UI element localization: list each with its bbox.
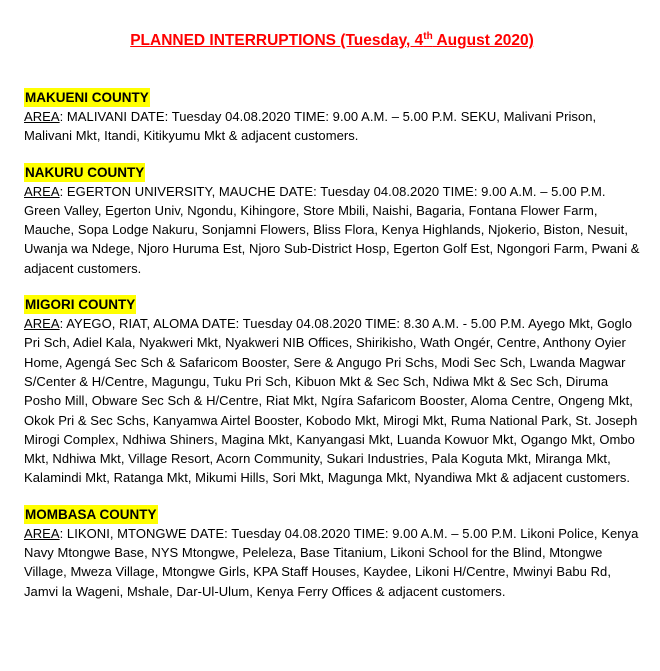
title-ordinal: th xyxy=(423,30,433,42)
county-section-mombasa xyxy=(24,505,640,601)
county-section-makueni xyxy=(24,88,640,146)
area-label: AREA xyxy=(24,316,60,332)
county-heading: NAKURU COUNTY xyxy=(25,164,145,180)
county-area-details xyxy=(24,107,640,146)
county-section-migori xyxy=(24,295,640,488)
area-text: : EGERTON UNIVERSITY, MAUCHE DATE: Tuesday 04.08.2020 TIME: 9.00 A.M. – 5.00 P.M. Green Valley, Egerton Univ, Ngondu, Kihingore, Store Mbili, Naishi, Bagaria, Fontana Flower Farm, Mauche, Sopa Lodge Nakuru, Sonjamni Flowers, Bliss Flora, Kenya Highlands, Njokerio, Biston, Nesuit, Uwanja wa Ndege, Njoro Huruma Est, Njoro Sub-District Hosp, Egerton Golf Est, Ngongori Farm, Pwani & adjacent customers. xyxy=(24,183,640,276)
area-text: : AYEGO, RIAT, ALOMA DATE: Tuesday 04.08.2020 TIME: 8.30 A.M. - 5.00 P.M. Ayego Mkt, Goglo Pri Sch, Adiel Kala, Nyakweri Mkt, Nyakweri NIB Offices, Shirikisho, Wath Ongér, Centre, Anthony Oyier Home, Agengá Sec Sch & Safaricom Booster, Sere & Angugo Pri Schs, Modi Sec Sch, Lwanda Magwar S/Center & H/Centre, Magungu, Tuku Pri Sch, Kibuon Mkt & Sec Sch, Ndiwa Mkt & Sec Sch, Diruma Posho Mill, Obware Sec Sch & H/Centre, Riat Mkt, Ngíra Safaricom Booster, Aloma Centre, Ongeng Mkt, Okok Pri & Sec Schs, Kanyamwa Airtel Booster, Kobodo Mkt, Mirogi Mkt, Ruma National Park, St. Joseph Mirogi Complex, Ndhiwa Shiners, Magina Mkt, Kanyangasi Mkt, Luanda Kowuor Mkt, Ogango Mkt, Ombo Mkt, Ndhiwa Mkt, Village Resort, Acorn Community, Sukari Industries, Pala Koguta Mkt, Miranga Mkt, Kalamindi Mkt, Ratanga Mkt, Mikumi Hills, Sori Mkt, Magunga Mkt, Nyandiwa Mkt & adjacent customers. xyxy=(24,316,638,486)
area-label: AREA xyxy=(24,183,60,199)
title-prefix: PLANNED INTERRUPTIONS (Tuesday, 4 xyxy=(130,32,424,49)
area-text: : LIKONI, MTONGWE DATE: Tuesday 04.08.2020 TIME: 9.00 A.M. – 5.00 P.M. Likoni Police, Kenya Navy Mtongwe Base, NYS Mtongwe, Peleleza, Base Titanium, Likoni School for the Blind, Mtongwe Village, Mweza Village, Mtongwe Girls, KPA Staff Houses, Kaydee, Likoni H/Centre, Mwinyi Babu Rd, Jamvi la Wageni, Mshale, Dar-Ul-Ulum, Kenya Ferry Offices & adjacent customers. xyxy=(24,525,639,599)
county-area-details xyxy=(24,524,640,601)
county-section-nakuru xyxy=(24,163,640,278)
county-heading: MIGORI COUNTY xyxy=(25,297,136,313)
title-suffix: August 2020) xyxy=(432,32,534,49)
county-area-details xyxy=(24,182,640,278)
county-heading: MAKUENI COUNTY xyxy=(25,90,149,105)
page-title xyxy=(24,30,640,52)
county-area-details xyxy=(24,314,640,488)
county-heading: MOMBASA COUNTY xyxy=(25,506,157,522)
area-label: AREA xyxy=(24,109,60,124)
area-label: AREA xyxy=(24,525,60,541)
area-text: : MALIVANI DATE: Tuesday 04.08.2020 TIME: 9.00 A.M. – 5.00 P.M. SEKU, Malivani Prison, Malivani Mkt, Itandi, Kitikyumu Mkt & adjacent customers. xyxy=(24,109,597,144)
